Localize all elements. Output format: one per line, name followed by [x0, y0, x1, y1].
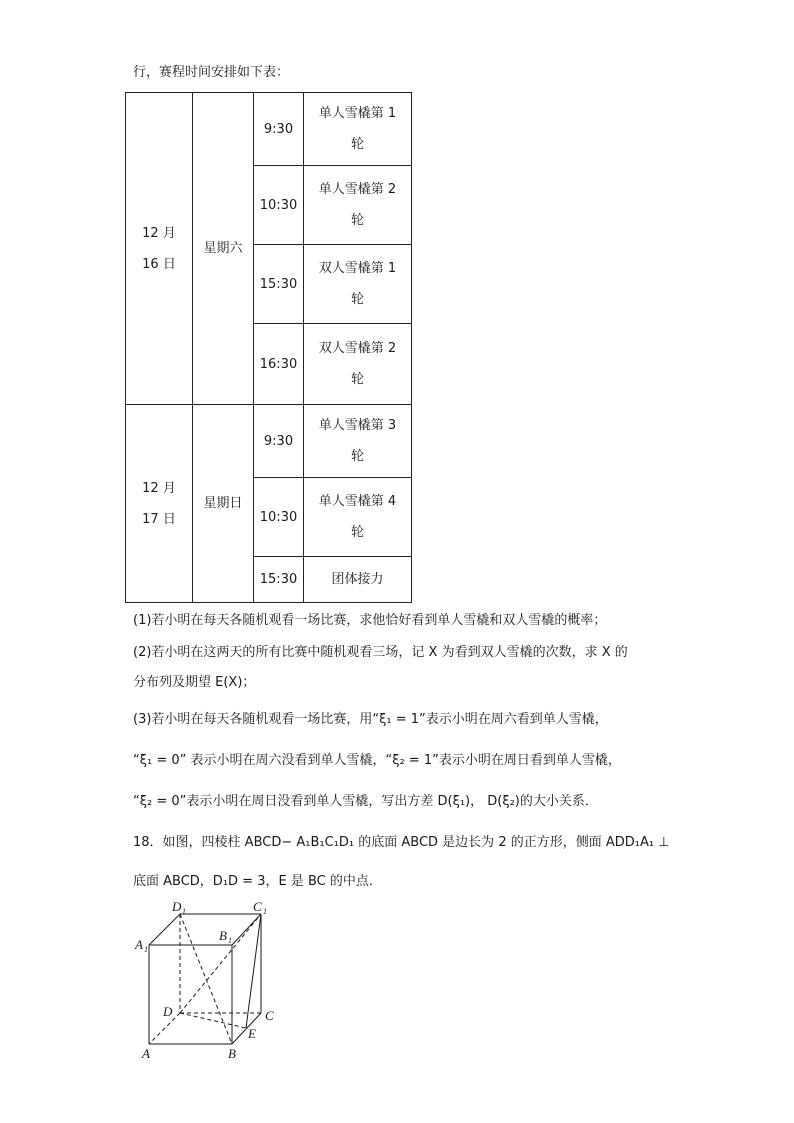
event-cell: 团体接力 [304, 557, 412, 603]
question-1: (1)若小明在每天各随机观看一场比赛，求他恰好看到单人雪橇和双人雪橇的概率； [133, 613, 607, 628]
weekday-cell-sun: 星期日 [193, 405, 254, 603]
time-cell: 10:30 [254, 166, 304, 245]
prism-figure [120, 892, 290, 1072]
label-B1: B [219, 928, 227, 943]
question-2-line-2: 分布列及期望 E(X)； [133, 675, 256, 690]
event-cell: 双人雪橇第 2 轮 [304, 324, 412, 405]
label-C1: C [253, 899, 262, 914]
time-cell: 15:30 [254, 245, 304, 324]
event-cell: 单人雪橇第 3 轮 [304, 405, 412, 478]
label-C: C [265, 1008, 274, 1023]
time-cell: 15:30 [254, 557, 304, 603]
question-3-line-3: “ξ₂ = 0”表示小明在周日没看到单人雪橇，写出方差 D(ξ₁)， D(ξ₂)的大小关系． [133, 794, 598, 809]
label-A1: A [135, 937, 143, 952]
edge-C1E [246, 914, 261, 1028]
label-D: D [163, 1004, 173, 1019]
question-2-line-1: (2)若小明在这两天的所有比赛中随机观看三场，记 X 为看到双人雪橇的次数，求 X 的 [133, 645, 628, 660]
event-cell: 单人雪橇第 1 轮 [304, 93, 412, 166]
weekday-cell-sat: 星期六 [193, 93, 254, 405]
time-cell: 16:30 [254, 324, 304, 405]
edge-DE [180, 1013, 246, 1028]
time-cell: 9:30 [254, 93, 304, 166]
question-3-line-1: (3)若小明在每天各随机观看一场比赛，用“ξ₁ = 1”表示小明在周六看到单人雪橇， [133, 712, 608, 727]
label-D1: D [172, 899, 182, 914]
sub-B1: 1 [228, 936, 232, 945]
time-cell: 10:30 [254, 478, 304, 557]
edge-BC [232, 1013, 261, 1044]
sub-A1: 1 [144, 945, 148, 954]
intro-text: 行，赛程时间安排如下表： [133, 65, 290, 80]
sub-D1: 1 [182, 907, 186, 916]
edge-D1A1 [149, 914, 180, 945]
problem-18-line-2: 底面 ABCD，D₁D = 3，E 是 BC 的中点． [133, 874, 382, 889]
date-cell-dec16: 12 月 16 日 [126, 93, 193, 405]
label-B: B [228, 1046, 236, 1061]
time-cell: 9:30 [254, 405, 304, 478]
question-3-line-2: “ξ₁ = 0” 表示小明在周六没看到单人雪橇，“ξ₂ = 1”表示小明在周日看到单人雪橇， [133, 753, 621, 768]
event-cell: 单人雪橇第 4 轮 [304, 478, 412, 557]
event-cell: 双人雪橇第 1 轮 [304, 245, 412, 324]
sub-C1: 1 [263, 907, 267, 916]
date-cell-dec17: 12 月 17 日 [126, 405, 193, 603]
event-cell: 单人雪橇第 2 轮 [304, 166, 412, 245]
label-A: A [142, 1046, 150, 1061]
label-E: E [248, 1026, 256, 1041]
problem-18-line-1: 18．如图，四棱柱 ABCD− A₁B₁C₁D₁ 的底面 ABCD 是边长为 2 的正方形，侧面 ADD₁A₁ ⊥ [133, 835, 670, 850]
schedule-table [125, 92, 412, 603]
